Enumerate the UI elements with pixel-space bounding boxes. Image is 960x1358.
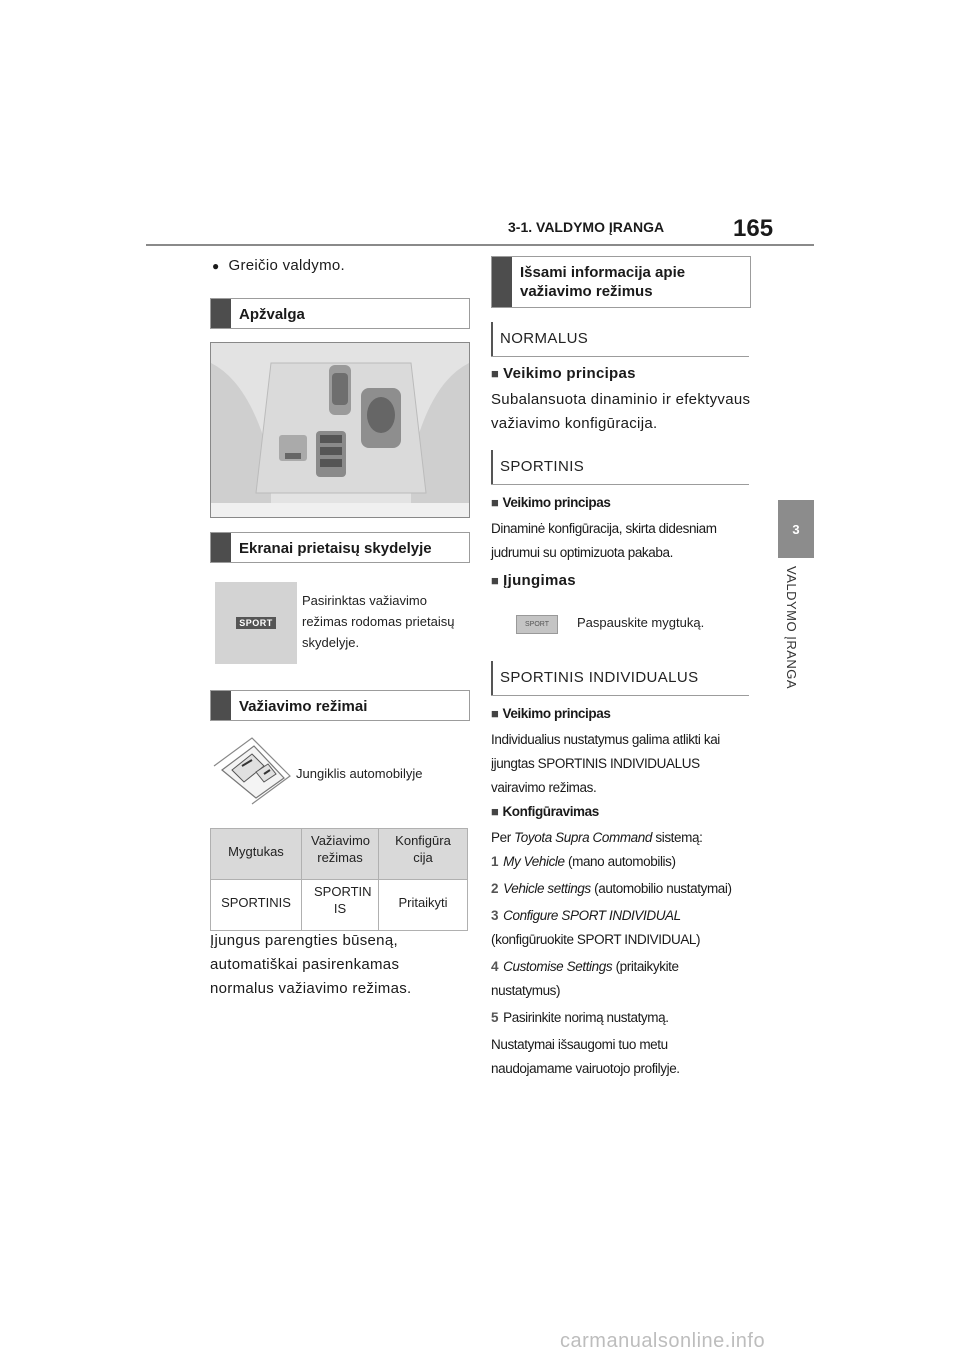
heading-text: Ekranai prietaisų skydelyje — [239, 540, 432, 557]
mode-title: SPORTINIS INDIVIDUALUS — [500, 669, 699, 686]
table-header: Važiavimo režimas — [302, 829, 379, 880]
step-item: 2 Vehicle settings (automobilio nustatymai) — [491, 881, 732, 896]
console-figure — [210, 342, 470, 518]
square-bullet-icon: ■ — [491, 706, 499, 721]
watermark: carmanualsonline.info — [560, 1330, 766, 1352]
heading-text: Išsami informacija apie važiavimo režimus — [520, 264, 686, 300]
heading-details — [491, 256, 751, 308]
switch-caption: Jungiklis automobilyje — [296, 766, 423, 781]
heading-displays — [210, 532, 470, 563]
sport-button-figure — [507, 608, 567, 640]
section-title: 3-1. VALDYMO ĮRANGA — [508, 219, 665, 235]
bullet-text: Greičio valdymo. — [228, 257, 346, 274]
mode-title: SPORTINIS — [500, 458, 585, 475]
square-bullet-icon: ■ — [491, 573, 500, 588]
switch-figure — [212, 736, 292, 806]
console-illustration — [211, 343, 469, 517]
bullet-icon: ● — [212, 259, 220, 273]
display-figure — [215, 582, 297, 664]
sport-button: SPORT — [516, 615, 558, 634]
table-header: Mygtukas — [211, 829, 302, 880]
switch-illustration — [212, 736, 292, 806]
chapter-tab: 3 — [778, 500, 814, 558]
table-header-row — [211, 829, 468, 880]
mode-title: NORMALUS — [500, 330, 589, 347]
bullet-item — [212, 254, 345, 278]
paragraph: Subalansuota dinaminio ir efektyvaus važiavimo konfigūracija. — [491, 391, 751, 432]
heading-text: Apžvalga — [239, 306, 305, 323]
square-bullet-icon: ■ — [491, 366, 500, 381]
paragraph: Dinaminė konfigūracija, skirta didesniam judrumui su optimizuota pakaba. — [491, 521, 717, 560]
sport-display-badge: SPORT — [236, 617, 276, 629]
step-item: 1 My Vehicle (mano automobilis) — [491, 854, 676, 869]
subhead: ■ Veikimo principas — [491, 706, 611, 721]
chapter-label: VALDYMO ĮRANGA — [784, 566, 799, 690]
mode-heading-sport — [491, 450, 749, 485]
subhead: ■ Įjungimas — [491, 572, 576, 589]
config-intro: Per Toyota Supra Command sistemą: — [491, 830, 703, 845]
closing-paragraph: Nustatymai išsaugomi tuo metu naudojamame vairuotojo profilyje. — [491, 1037, 680, 1076]
table-cell: SPORTINIS — [211, 880, 302, 931]
page-number: 165 — [733, 215, 774, 242]
square-bullet-icon: ■ — [491, 495, 499, 510]
heading-modes — [210, 690, 470, 721]
activation-text: Paspauskite mygtuką. — [577, 615, 705, 630]
table-row — [211, 880, 468, 931]
square-bullet-icon: ■ — [491, 804, 499, 819]
step-item: 4 Customise Settings (pritaikykite nustatymus) — [491, 959, 679, 998]
standby-paragraph: Įjungus parengties būseną, automatiškai pasirenkamas normalus važiavimo režimas. — [210, 932, 412, 997]
table-cell: SPORTIN IS — [302, 880, 379, 931]
table-header: Konfigūra cija — [379, 829, 468, 880]
table-cell: Pritaikyti — [379, 880, 468, 931]
subhead: ■ Veikimo principas — [491, 495, 611, 510]
mode-heading-sport-individual — [491, 661, 749, 696]
mode-heading-normal — [491, 322, 749, 357]
modes-table — [210, 828, 468, 931]
heading-overview — [210, 298, 470, 329]
config-steps — [491, 850, 749, 1081]
step-item: 3 Configure SPORT INDIVIDUAL (konfigūruokite SPORT INDIVIDUAL) — [491, 908, 701, 947]
subhead: ■ Konfigūravimas — [491, 804, 599, 819]
header-divider — [146, 244, 814, 246]
subhead: ■ Veikimo principas — [491, 365, 636, 382]
paragraph: Individualius nustatymus galima atlikti kai įjungtas SPORTINIS INDIVIDUALUS vairavimo režimas. — [491, 732, 720, 795]
heading-text: Važiavimo režimai — [239, 698, 368, 715]
display-caption: Pasirinktas važiavimo režimas rodomas prietaisų skydelyje. — [302, 593, 455, 650]
step-item: 5 Pasirinkite norimą nustatymą. — [491, 1010, 669, 1025]
